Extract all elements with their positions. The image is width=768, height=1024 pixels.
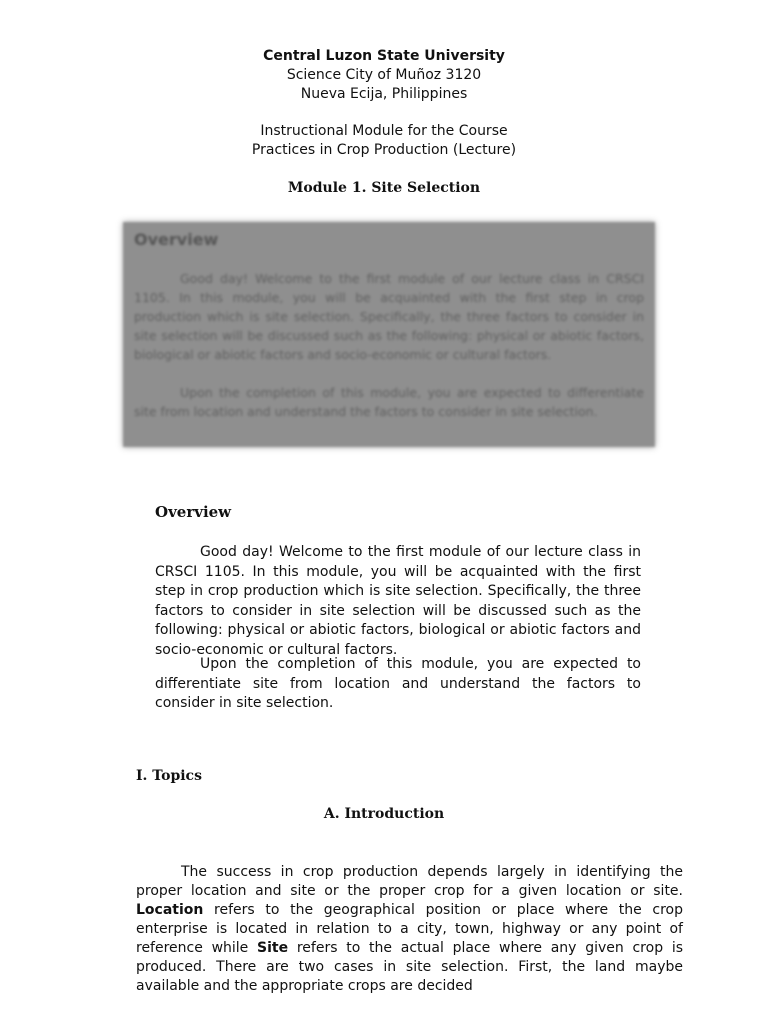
overview-paragraph-2: Upon the completion of this module, you are expected to differentiate site from location and understand the factors to consider in site selection. <box>155 656 641 711</box>
module-line-1: Instructional Module for the Course <box>260 123 508 139</box>
university-name: Central Luzon State University <box>263 48 505 64</box>
overview-heading: Overview <box>155 503 232 521</box>
intro-text-part-1: The success in crop production depends largely in identifying the proper location and site or the proper crop for a given location or site. <box>136 864 683 899</box>
term-site: Site <box>257 940 289 956</box>
blurred-overview-title: Overview <box>134 230 219 249</box>
document-header <box>0 46 768 160</box>
term-location: Location <box>136 902 204 918</box>
introduction-heading: A. Introduction <box>323 806 445 822</box>
intro-text-part-2: refers to the geographical position or place where the crop enterprise is located in relation to a city, town, highway or any point of reference while <box>136 902 683 956</box>
module-line-2: Practices in Crop Production (Lecture) <box>251 142 517 158</box>
address-line-2: Nueva Ecija, Philippines <box>300 86 468 102</box>
topics-heading: I. Topics <box>136 768 202 784</box>
address-line-1: Science City of Muñoz 3120 <box>286 67 482 83</box>
blurred-overview-paragraph-1: Good day! Welcome to the first module of our lecture class in CRSCI 1105. In this module, you will be acquainted with the first step in crop production which is site selection. Specifically, the three factors to consider in site selection will be discussed such as the following: physical or abiotic factors, biological or abiotic factors and socio-economic or cultural factors. <box>134 271 644 362</box>
introduction-paragraph <box>136 863 683 996</box>
intro-text-part-3: refers to the actual place where any given crop is produced. There are two cases in site selection. First, the land maybe available and the appropriate crops are decided <box>136 940 683 994</box>
overview-paragraph-1: Good day! Welcome to the first module of our lecture class in CRSCI 1105. In this module, you will be acquainted with the first step in crop production which is site selection. Specifically, the three factors to consider in site selection will be discussed such as the following: physical or abiotic factors, biological or abiotic factors and socio-economic or cultural factors. <box>155 544 641 658</box>
module-title: Module 1. Site Selection <box>287 180 481 196</box>
blurred-overview-box <box>123 222 655 447</box>
blurred-overview-paragraph-2: Upon the completion of this module, you are expected to differentiate site from location and understand the factors to consider in site selection. <box>134 385 644 419</box>
